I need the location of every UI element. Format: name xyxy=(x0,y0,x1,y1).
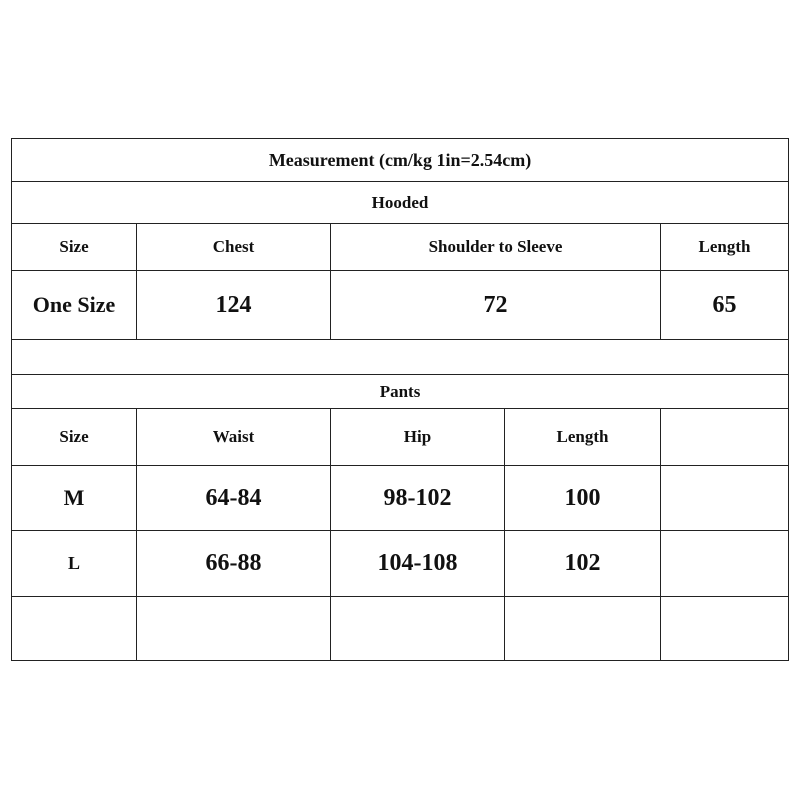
hooded-section-label: Hooded xyxy=(371,192,429,212)
table-title: Measurement (cm/kg 1in=2.54cm) xyxy=(268,149,532,170)
hooded-length-value: 65 xyxy=(712,291,737,318)
title-row xyxy=(12,139,788,182)
hooded-section-row xyxy=(12,182,788,224)
pants-section-label: Pants xyxy=(379,381,421,401)
pants-length-value: 100 xyxy=(505,466,661,530)
pants-waist-value: 64-84 xyxy=(137,466,331,530)
pants-header-row xyxy=(12,409,788,466)
size-chart-table xyxy=(11,138,789,661)
pants-waist-value: 66-88 xyxy=(137,531,331,596)
pants-header-empty xyxy=(661,409,788,465)
hooded-header-chest: Chest xyxy=(137,224,331,270)
hooded-size-value: One Size xyxy=(12,271,137,339)
hooded-header-shoulder-to-sleeve: Shoulder to Sleeve xyxy=(331,224,661,270)
pants-empty-value xyxy=(661,531,788,596)
pants-size-value xyxy=(12,597,137,660)
pants-row-m xyxy=(12,466,788,531)
pants-length-value: 102 xyxy=(505,531,661,596)
pants-row-empty xyxy=(12,597,788,660)
hooded-header-row xyxy=(12,224,788,271)
pants-hip-value: 104-108 xyxy=(331,531,505,596)
hooded-shoulder-to-sleeve-value: 72 xyxy=(331,271,661,339)
hooded-chest-value: 124 xyxy=(137,271,331,339)
pants-empty-value xyxy=(661,597,788,660)
pants-empty-value xyxy=(661,466,788,530)
pants-size-value: L xyxy=(12,531,137,596)
spacer-row xyxy=(12,340,788,375)
pants-header-hip: Hip xyxy=(331,409,505,465)
pants-size-value: M xyxy=(12,466,137,530)
pants-waist-value xyxy=(137,597,331,660)
hooded-header-size: Size xyxy=(12,224,137,270)
pants-length-value xyxy=(505,597,661,660)
pants-header-length: Length xyxy=(505,409,661,465)
pants-header-waist: Waist xyxy=(137,409,331,465)
pants-hip-value xyxy=(331,597,505,660)
pants-section-row xyxy=(12,375,788,409)
pants-header-size: Size xyxy=(12,409,137,465)
hooded-value-row xyxy=(12,271,788,340)
hooded-header-length: Length xyxy=(698,237,751,256)
pants-hip-value: 98-102 xyxy=(331,466,505,530)
pants-row-l xyxy=(12,531,788,597)
